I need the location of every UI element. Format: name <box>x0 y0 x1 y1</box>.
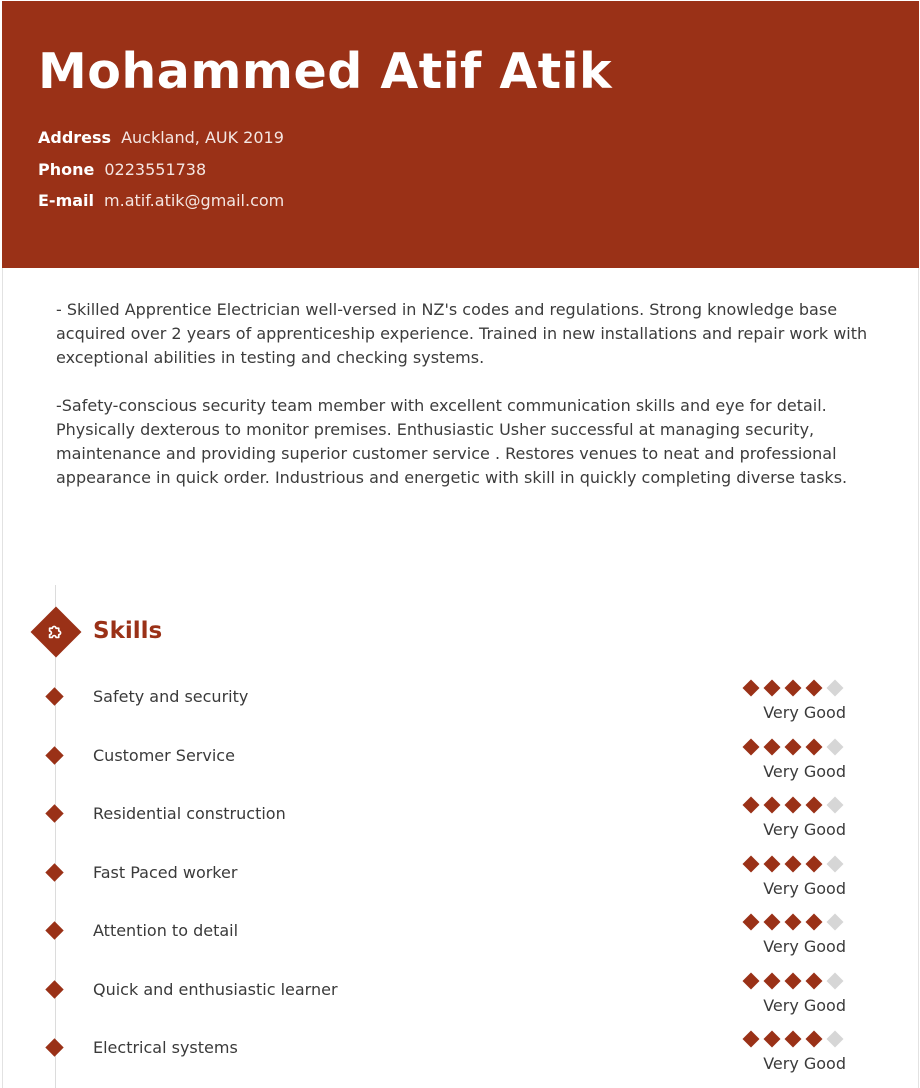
candidate-name: Mohammed Atif Atik <box>38 43 613 100</box>
skill-bullet-icon <box>45 804 63 822</box>
skill-rating <box>745 975 841 989</box>
rating-filled-icon <box>743 738 760 755</box>
skill-bullet-icon <box>45 980 63 998</box>
rating-filled-icon <box>785 1031 802 1048</box>
skill-bullet-icon <box>45 921 63 939</box>
skill-level: Very Good <box>763 995 846 1015</box>
rating-filled-icon <box>764 680 781 697</box>
rating-filled-icon <box>806 914 823 931</box>
puzzle-icon <box>42 617 70 645</box>
rating-filled-icon <box>764 855 781 872</box>
rating-filled-icon <box>764 797 781 814</box>
rating-filled-icon <box>806 972 823 989</box>
skill-name: Quick and enthusiastic learner <box>93 979 338 999</box>
skill-name: Customer Service <box>93 745 235 765</box>
skill-bullet-icon <box>45 1038 63 1056</box>
skill-level: Very Good <box>763 1054 846 1073</box>
skill-level: Very Good <box>763 937 846 956</box>
rating-filled-icon <box>785 914 802 931</box>
skill-item <box>0 680 920 738</box>
skill-name: Fast Paced worker <box>93 862 238 882</box>
skill-item <box>0 914 920 972</box>
professional-summary <box>56 298 876 514</box>
skills-section-title: Skills <box>93 618 163 644</box>
contact-email-value: m.atif.atik@gmail.com <box>104 191 285 210</box>
rating-filled-icon <box>743 680 760 697</box>
rating-filled-icon <box>785 797 802 814</box>
skill-item <box>0 973 920 1031</box>
rating-filled-icon <box>743 797 760 814</box>
rating-filled-icon <box>743 1031 760 1048</box>
rating-filled-icon <box>785 972 802 989</box>
rating-empty-icon <box>827 972 844 989</box>
contact-address-label: Address <box>38 128 112 147</box>
rating-filled-icon <box>764 972 781 989</box>
skill-rating <box>745 741 841 755</box>
rating-filled-icon <box>806 855 823 872</box>
skill-item <box>0 797 920 855</box>
skill-level: Very Good <box>763 703 846 722</box>
rating-filled-icon <box>785 680 802 697</box>
contact-phone <box>38 160 206 179</box>
rating-filled-icon <box>764 914 781 931</box>
skill-name: Attention to detail <box>93 921 239 940</box>
rating-empty-icon <box>827 738 844 755</box>
rating-filled-icon <box>785 855 802 872</box>
skill-rating <box>745 682 841 696</box>
rating-filled-icon <box>806 738 823 755</box>
skill-item <box>0 1031 920 1088</box>
rating-filled-icon <box>743 855 760 872</box>
summary-paragraph: - Skilled Apprentice Electrician well-versed in NZ's codes and regulations. Strong knowledge base acquired over 2 years of apprenticeship experience. Trained in new installations and repair work with exceptional abilities in testing and checking systems. <box>56 300 868 367</box>
skill-rating <box>745 916 841 930</box>
contact-phone-value: 0223551738 <box>104 160 207 179</box>
skill-level: Very Good <box>763 761 846 781</box>
rating-filled-icon <box>806 680 823 697</box>
rating-filled-icon <box>764 738 781 755</box>
skill-item <box>0 856 920 914</box>
skill-rating <box>745 1033 841 1047</box>
contact-address-value: Auckland, AUK 2019 <box>121 128 284 147</box>
resume-header <box>2 1 919 268</box>
contact-address <box>38 128 284 147</box>
skill-bullet-icon <box>45 863 63 881</box>
rating-filled-icon <box>743 972 760 989</box>
summary-paragraph: -Safety-conscious security team member with excellent communication skills and eye for detail. Physically dexterous to monitor premises. Enthusiastic Usher successful at managing security, maintenance and providing superior customer service . Restores venues to neat and professional appearance in quick order. Industrious and energetic with skill in quickly completing diverse tasks. <box>56 396 848 487</box>
contact-email <box>38 191 284 210</box>
skill-rating <box>745 799 841 813</box>
skill-name: Electrical systems <box>93 1038 238 1057</box>
rating-filled-icon <box>806 797 823 814</box>
rating-filled-icon <box>743 914 760 931</box>
skill-bullet-icon <box>45 687 63 705</box>
rating-filled-icon <box>785 738 802 755</box>
skill-level: Very Good <box>763 878 846 898</box>
rating-empty-icon <box>827 797 844 814</box>
skill-bullet-icon <box>45 746 63 764</box>
rating-empty-icon <box>827 855 844 872</box>
rating-empty-icon <box>827 1031 844 1048</box>
contact-phone-label: Phone <box>38 160 95 179</box>
rating-empty-icon <box>827 680 844 697</box>
skill-rating <box>745 858 841 872</box>
skill-name: Residential construction <box>93 804 286 823</box>
skill-name: Safety and security <box>93 687 249 706</box>
rating-filled-icon <box>806 1031 823 1048</box>
rating-empty-icon <box>827 914 844 931</box>
skill-level: Very Good <box>763 820 846 839</box>
rating-filled-icon <box>764 1031 781 1048</box>
skill-item <box>0 739 920 797</box>
contact-email-label: E-mail <box>38 191 95 210</box>
